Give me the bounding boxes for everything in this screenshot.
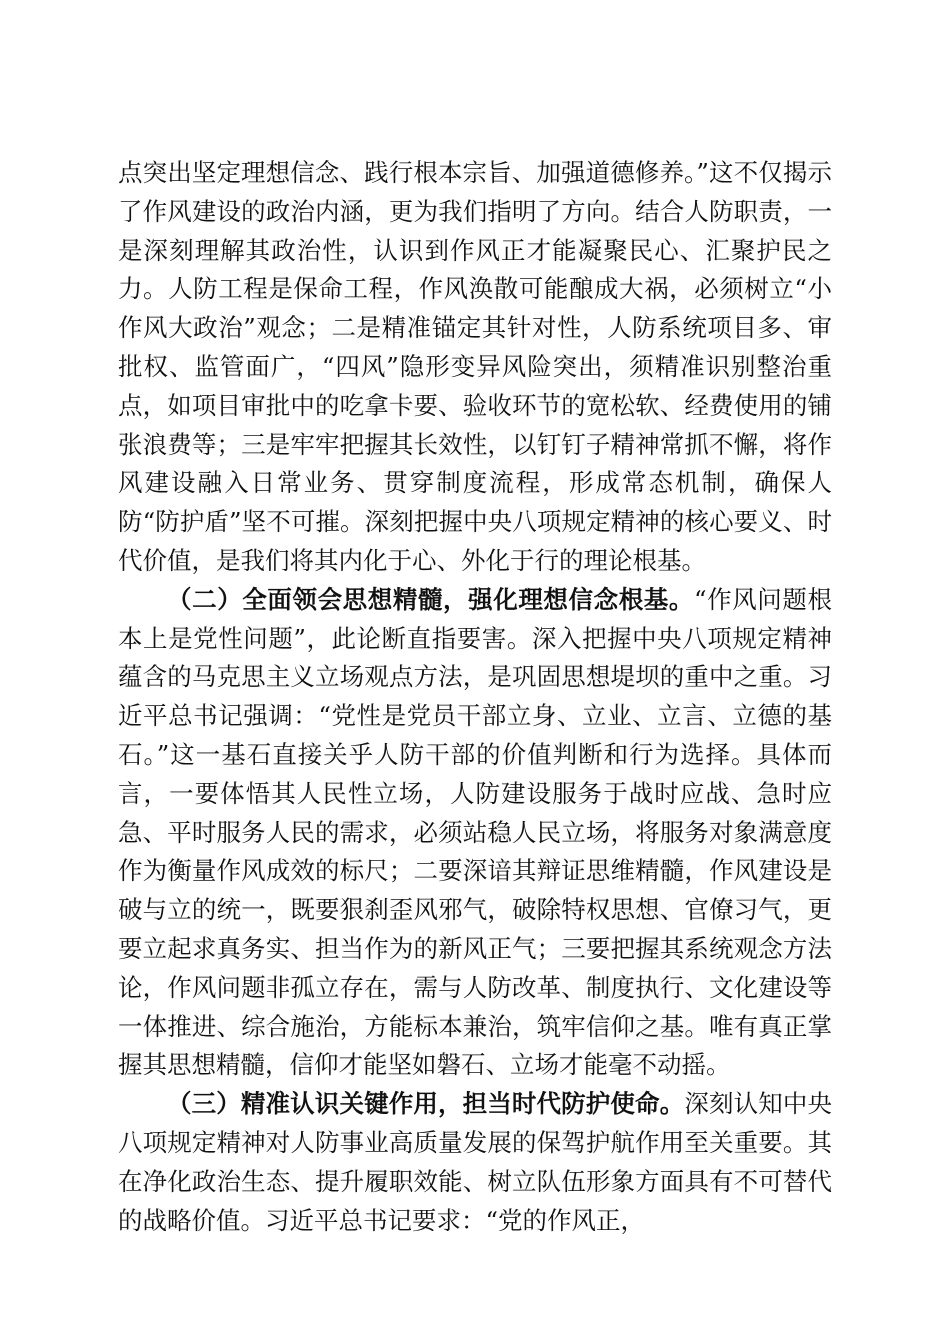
section-heading-2: （二）全面领会思想精髓，强化理想信念根基。: [167, 584, 694, 614]
paragraph-section-3: [118, 1085, 832, 1240]
paragraph-continuation: [118, 154, 832, 581]
paragraph-section-2: [118, 581, 832, 1085]
paragraph-text: 深刻认知中央八项规定精神对人防事业高质量发展的保驾护航作用至关重要。其在净化政治生态、提升履职效能、树立队伍形象方面具有不可替代的战略价值。习近平总书记要求：“党的作风正，: [118, 1089, 833, 1235]
paragraph-text: 点突出坚定理想信念、践行根本宗旨、加强道德修养。”这不仅揭示了作风建设的政治内涵，更为我们指明了方向。结合人防职责，一是深刻理解其政治性，认识到作风正才能凝聚民心、汇聚护民之力。人防工程是保命工程，作风涣散可能酿成大祸，必须树立“小作风大政治”观念；二是精准锚定其针对性，人防系统项目多、审批权、监管面广，“四风”隐形变异风险突出，须精准识别整治重点，如项目审批中的吃拿卡要、验收环节的宽松软、经费使用的铺张浪费等；三是牢牢把握其长效性，以钉钉子精神常抓不懈，将作风建设融入日常业务、贯穿制度流程，形成常态机制，确保人防“防护盾”坚不可摧。深刻把握中央八项规定精神的核心要义、时代价值，是我们将其内化于心、外化于行的理论根基。: [118, 158, 832, 575]
paragraph-text: “作风问题根本上是党性问题”，此论断直指要害。深入把握中央八项规定精神蕴含的马克思主义立场观点方法，是巩固思想堤坝的重中之重。习近平总书记强调：“党性是党员干部立身、立业、立言、立德的基石。”这一基石直接关乎人防干部的价值判断和行为选择。具体而言，一要体悟其人民性立场，人防建设服务于战时应战、急时应急、平时服务人民的需求，必须站稳人民立场，将服务对象满意度作为衡量作风成效的标尺；二要深谙其辩证思维精髓，作风建设是破与立的统一，既要狠刹歪风邪气，破除特权思想、官僚习气，更要立起求真务实、担当作为的新风正气；三要把握其系统观念方法论，作风问题非孤立存在，需与人防改革、制度执行、文化建设等一体推进、综合施治，方能标本兼治，筑牢信仰之基。唯有真正掌握其思想精髓，信仰才能坚如磐石、立场才能毫不动摇。: [118, 584, 832, 1080]
document-page: [118, 154, 832, 1240]
section-heading-3: （三）精准认识关键作用，担当时代防护使命。: [167, 1089, 685, 1119]
